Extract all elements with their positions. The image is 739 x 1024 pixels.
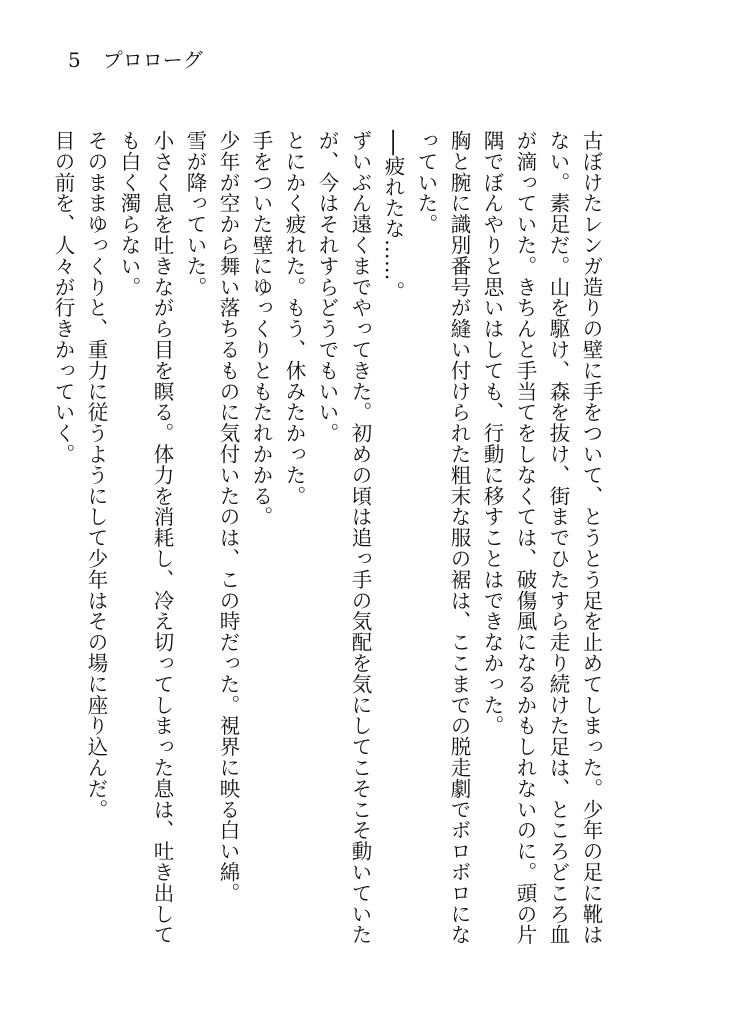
running-head [68,50,203,70]
paragraph: 手をついた壁にゆっくりともたれかかる。 [249,130,273,528]
paragraph: 小さく息を吐きながら目を瞑る。体力を消耗し、冷え切ってしまった息は、吐き出しても白く濁らない。 [117,130,174,946]
paragraph: 少年が空から舞い落ちるものに気付いたのは、この時だった。視界に映る白い綿。 [216,130,240,904]
paragraph: 古ぼけたレンガ造りの壁に手をついて、とうとう足を止めてしまった。少年の足に靴はない。素足だ。山を駆け、森を抜け、街までひたすら走り続けた足は、ところどころ血が滴っていた。きちんと手当てをしなくては、破傷風になるかもしれないのに。頭の片隅でぼんやりと思いはしても、行動に移すことはできなかった。 [480,130,603,946]
paragraph: ──疲れたな……。 [381,130,405,302]
page-number: 5 [68,48,81,72]
paragraph: そのままゆっくりと、重力に従うようにして少年はその場に座り込んだ。 [84,130,108,820]
paragraph: ずいぶん遠くまでやってきた。初めの頃は追っ手の気配を気にしてこそこそ動いていたが、今はそれすらどうでもいい。 [315,130,372,946]
paragraph: 胸と腕に識別番号が縫い付けられた粗末な服の裾は、ここまでの脱走劇でボロボロになっていた。 [414,130,471,946]
body-text [51,130,607,960]
paragraph: とにかく疲れた。もう、休みたかった。 [282,130,306,507]
chapter-title: プロローグ [102,48,203,72]
paragraph: 目の前を、人々が行きかっていく。 [51,130,75,465]
paragraph: 雪が降っていた。 [183,130,207,298]
